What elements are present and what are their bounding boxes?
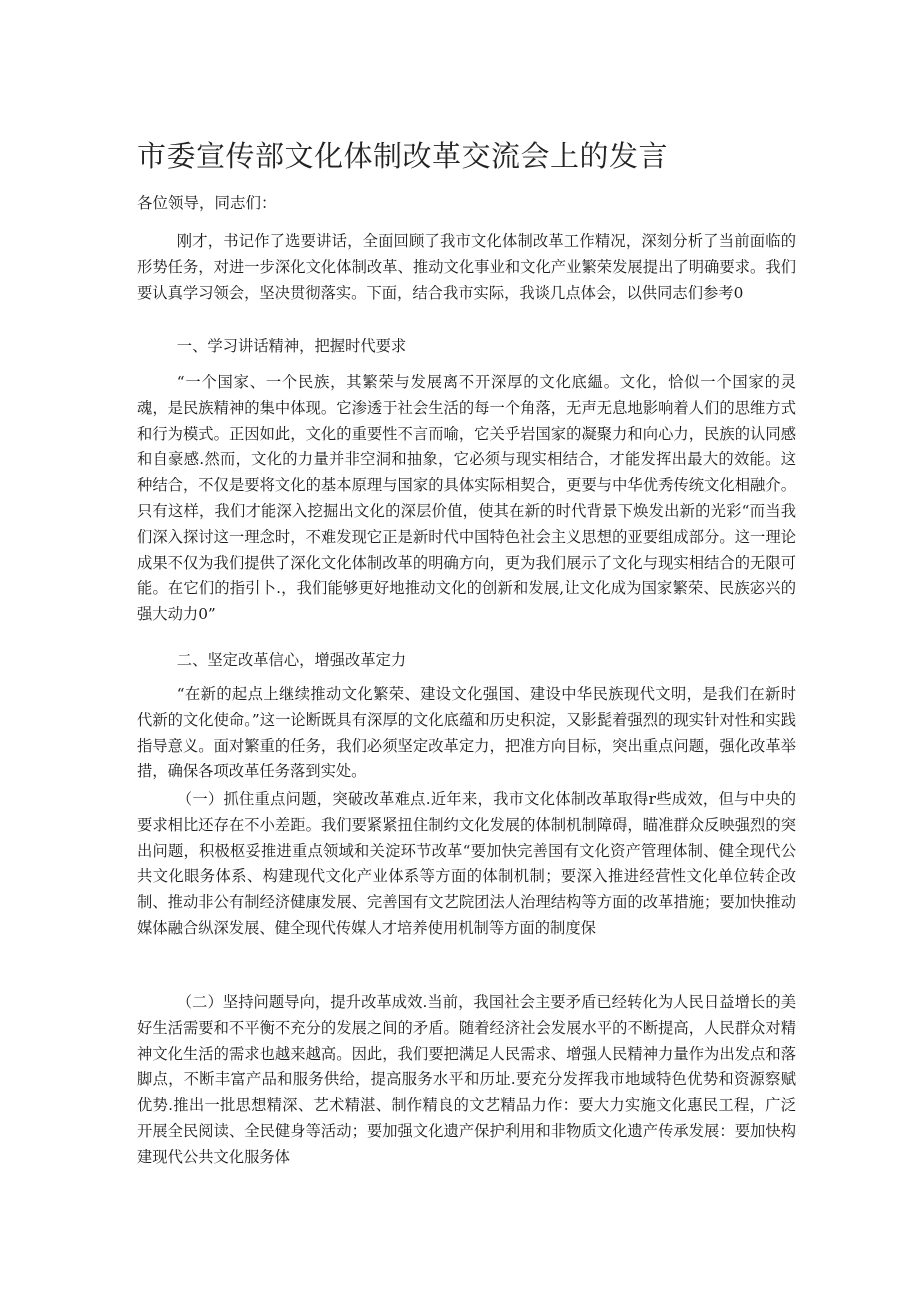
section-heading-1: 一、学习讲话精神，把握时代要求 (176, 337, 407, 355)
intro-paragraph: 刚才，书记作了选要讲话，全面回顾了我市文化体制改革工作精况，深刻分析了当前面临的形势任务，对进一步深化文化体制改革、推动文化事业和文化产业繁荣发展提出了明确要求。我们要认真学习领会，坚决贯彻落实。下面，结合我市实际，我谈几点体会，以供同志们参考0 (137, 232, 796, 302)
section-2-paragraph: “在新的起点上继续推动文化繁荣、建设文化强国、建设中华民族现代文明，是我们在新时代新的文化使命。”这一论断既具有深厚的文化底蕴和历史积淀，又影髭着强烈的现实针对性和实践指导意义。面对繁重的任务，我们必须坚定改革定力，把准方向目标，突出重点问题，强化改革举措，确保各项改革任务落到实处。 (137, 685, 796, 781)
section-heading-2: 二、坚定改革信心，增强改革定力 (176, 651, 407, 669)
section-1-paragraph: “一个国家、一个民族，其繁荣与发展离不开深厚的文化底緼。文化，恰似一个国家的灵魂，是民族精神的集中体现。它渗透于社会生活的每一个角落，无声无息地影响着人们的思维方式和行为模式。正因如此，文化的重要性不言而喻，它关乎岩国家的凝聚力和向心力，民族的认同感和自豪感.然而，文化的力量并非空洞和抽象，它必须与现实相结合，才能发挥出最大的效能。这种结合，不仅是要将文化的基本原理与国家的具体实际相契合，更要与中华优秀传统文化相融介。只有这样，我们才能深入挖掘出文化的深层价值，使其在新的时代背景下焕发出新的光彩“而当我们深入探讨这一理念时，不难发现它正是新时代中国特色社会主义思想的亚要组成部分。这一理论成果不仅为我们提供了深化文化体制改革的明确方向，更为我们展示了文化与现实相结合的无限可能。在它们的指引卜.，我们能够更好地推动文化的创新和发展,让文化成为国家繁荣、民族宓兴的强大动力0” (137, 373, 796, 624)
subsection-1-paragraph: （一）抓住重点问题，突破改革难点.近年来，我市文化体制改革取得r些成效，但与中央的要求相比还存在不小差距。我们要紧紧扭住制约文化发展的体制机制障碍，瞄准群众反映强烈的突出问题，积极枢妥推进重点领域和关淀环节改革“要加快完善国有文化资产管理体制、健全现代公共文化眼务体系、构建现代文化产业体系等方面的体制机制；要深入推进经营性文化单位转企改制、推动非公有制经济健康发展、完善国有文艺院团法人治理结构等方面的改革措施；要加快推动媒体融合纵深发展、健全现代传媒人才培养使用机制等方面的制度保 (137, 790, 796, 937)
subsection-2-paragraph: （二）坚持问题导向，提升改革成效.当前，我国社会主要矛盾已经转化为人民日益增长的美好生活需要和不平衡不充分的发展之间的矛盾。随着经济社会发展水平的不断提高，人民群众对精神文化生活的需求也越来越高。因此，我们要把满足人民需求、增强人民精神力量作为出发点和落脚点，不断丰富产品和服务供给，提高服务水平和历址.要充分发挥我市地域特色优势和资源察赋优势.推出一批思想精深、艺术精湛、制作精良的文艺精品力作：要大力实施文化惠民工程，广泛开展全民阅读、全民健身等活动；要加强文化遗产保护利用和非物质文化遗产传承发展：要加快构建现代公共文化服务体 (137, 993, 796, 1166)
salutation: 各位领导，同志们： (137, 194, 277, 212)
document-title: 市委宣传部文化体制改革交流会上的发言 (137, 139, 669, 173)
